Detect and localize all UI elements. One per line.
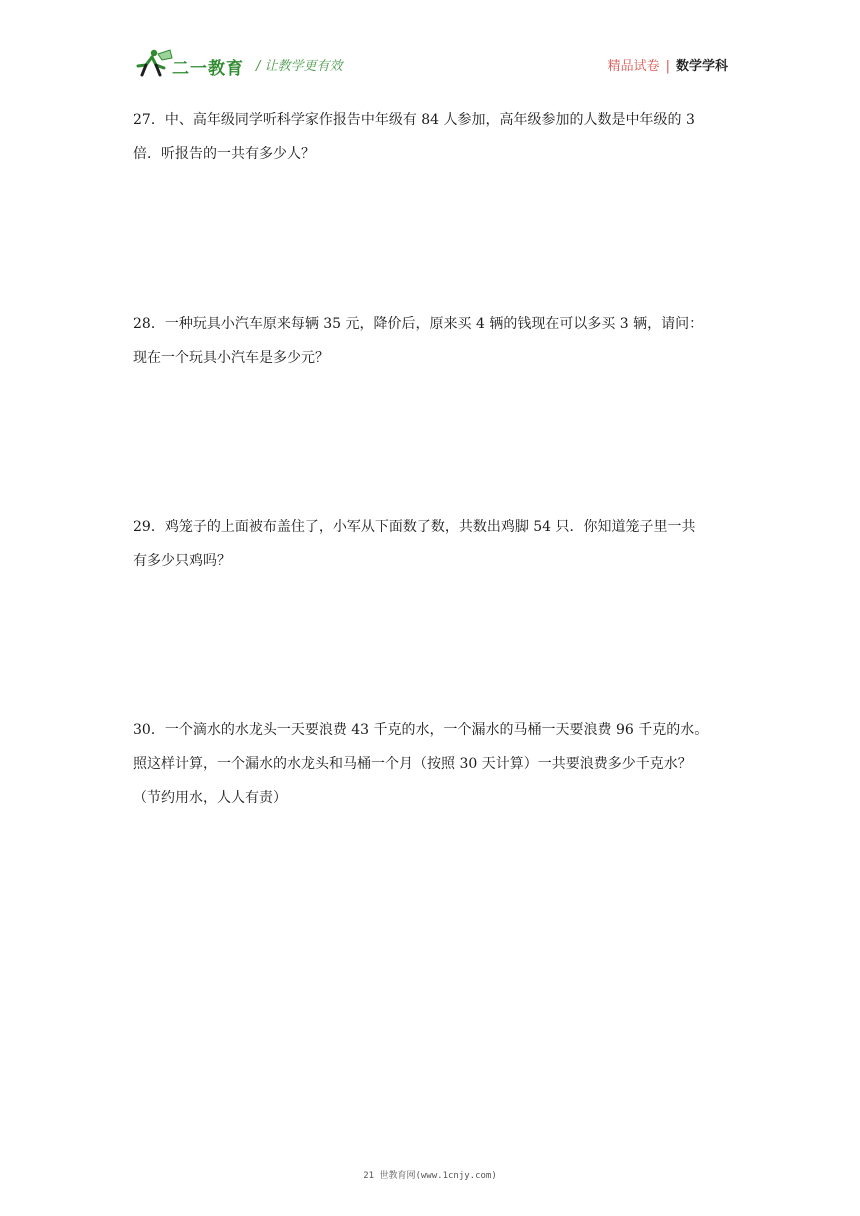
premium-tag: 精品试卷 [607,59,660,74]
question-30 [133,713,733,815]
slogan: / 让教学更有效 [256,59,343,74]
question-line: 27．中、高年级同学听科学家作报告中年级有 84 人参加，高年级参加的人数是中年级的 3 [133,112,695,128]
question-line: 现在一个玩具小汽车是多少元？ [133,350,329,366]
runner-logo-icon [134,48,174,78]
question-line: 倍．听报告的一共有多少人？ [133,146,315,162]
question-line: 30．一个滴水的水龙头一天要浪费 43 千克的水，一个漏水的马桶一天要浪费 96 千克的水。 [133,722,709,738]
question-line: 29．鸡笼子的上面被布盖住了，小军从下面数了数，共数出鸡脚 54 只．你知道笼子里一共 [133,519,696,535]
question-line: （节约用水，人人有责） [133,790,287,806]
question-27 [133,103,733,171]
question-28 [133,307,733,375]
question-line: 28．一种玩具小汽车原来每辆 35 元，降价后，原来买 4 辆的钱现在可以多买 3 辆，请问： [133,316,704,332]
subject-tag: 数学学科 [675,59,728,74]
page-footer: 21 世教育网(www.1cnjy.com) [363,1171,497,1181]
tag-separator: | [665,59,670,74]
brand-logo [134,46,246,80]
question-line: 照这样计算，一个漏水的水龙头和马桶一个月（按照 30 天计算）一共要浪费多少千克水？ [133,756,692,772]
page-header [134,46,728,82]
logo-text: 二一教育 [172,59,244,79]
header-tags [608,55,728,74]
question-29 [133,510,733,578]
question-line: 有多少只鸡吗？ [133,553,231,569]
